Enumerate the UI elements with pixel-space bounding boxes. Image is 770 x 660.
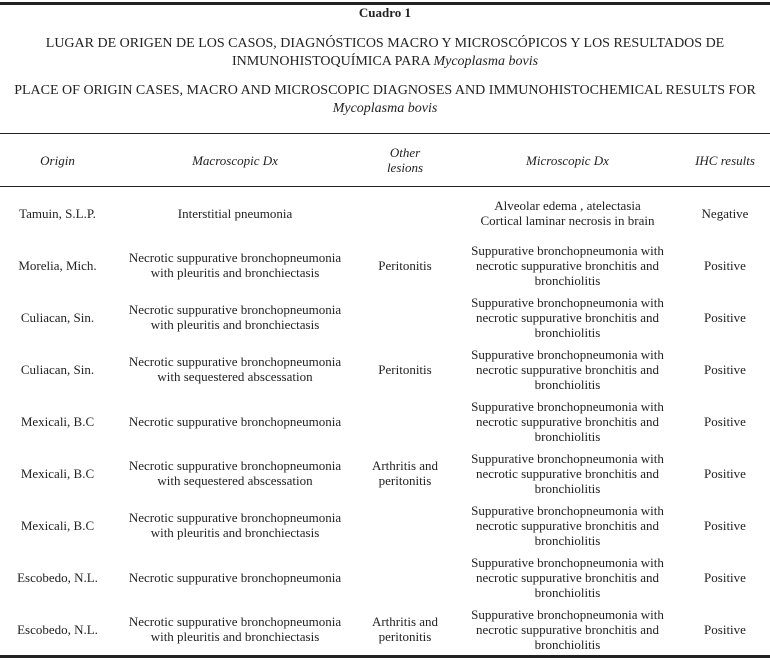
table-row — [0, 187, 770, 240]
table-row — [0, 499, 770, 551]
microscopic-cell: Suppurative bronchopneumonia with necrotic suppurative bronchitis and bronchiolitis — [471, 294, 664, 340]
other-lesions-cell: Peritonitis — [378, 361, 432, 377]
table-row — [0, 551, 770, 603]
title-spanish — [0, 35, 770, 71]
origin-cell: Mexicali, B.C — [20, 413, 95, 429]
col-origin: Origin — [40, 152, 75, 168]
col-other-lesions: Other lesions — [386, 145, 424, 175]
ihc-cell: Positive — [704, 257, 746, 273]
macroscopic-cell: Necrotic suppurative bronchopneumonia — [128, 413, 342, 429]
ihc-cell: Positive — [704, 569, 746, 585]
title-english — [0, 82, 770, 118]
macroscopic-cell: Necrotic suppurative bronchopneumonia with pleuritis and bronchiectasis — [128, 302, 342, 332]
microscopic-cell: Suppurative bronchopneumonia with necrotic suppurative bronchitis and bronchiolitis — [471, 554, 664, 600]
title-english-text: PLACE OF ORIGIN CASES, MACRO AND MICROSCOPIC DIAGNOSES AND IMMUNOHISTOCHEMICAL RESULTS FOR — [14, 83, 756, 98]
macroscopic-cell: Necrotic suppurative bronchopneumonia with pleuritis and bronchiectasis — [128, 510, 342, 540]
header-row — [0, 134, 770, 187]
microscopic-cell: Suppurative bronchopneumonia with necrotic suppurative bronchitis and bronchiolitis — [471, 398, 664, 444]
origin-cell: Escobedo, N.L. — [17, 621, 98, 637]
table-row — [0, 395, 770, 447]
col-microscopic: Microscopic Dx — [526, 152, 609, 168]
macroscopic-cell: Necrotic suppurative bronchopneumonia with pleuritis and bronchiectasis — [128, 614, 342, 644]
ihc-cell: Positive — [704, 413, 746, 429]
other-lesions-cell: Arthritis and peritonitis — [371, 614, 439, 644]
macroscopic-cell: Necrotic suppurative bronchopneumonia — [128, 569, 342, 585]
col-macroscopic: Macroscopic Dx — [192, 152, 278, 168]
origin-cell: Culiacan, Sin. — [20, 309, 95, 325]
microscopic-cell: Suppurative bronchopneumonia with necrotic suppurative bronchitis and bronchiolitis — [471, 450, 664, 496]
microscopic-cell: Suppurative bronchopneumonia with necrotic suppurative bronchitis and bronchiolitis — [471, 606, 664, 652]
ihc-cell: Positive — [704, 621, 746, 637]
microscopic-cell: Suppurative bronchopneumonia with necrotic suppurative bronchitis and bronchiolitis — [471, 242, 664, 288]
origin-cell: Mexicali, B.C — [20, 465, 95, 481]
macroscopic-cell: Necrotic suppurative bronchopneumonia with pleuritis and bronchiectasis — [128, 250, 342, 280]
origin-cell: Morelia, Mich. — [18, 257, 97, 273]
title-spanish-species: Mycoplasma bovis — [433, 54, 539, 69]
table-row — [0, 343, 770, 395]
other-lesions-cell — [355, 395, 455, 447]
title-spanish-text: LUGAR DE ORIGEN DE LOS CASOS, DIAGNÓSTICOS MACRO Y MICROSCÓPICOS Y LOS RESULTADOS DE INMUNOHISTOQUÍMICA PARA — [45, 36, 725, 69]
col-ihc: IHC results — [695, 152, 755, 168]
other-lesions-cell — [355, 291, 455, 343]
microscopic-cell: Suppurative bronchopneumonia with necrotic suppurative bronchitis and bronchiolitis — [471, 346, 664, 392]
microscopic-cell: Alveolar edema , atelectasia Cortical laminar necrosis in brain — [480, 198, 655, 228]
origin-cell: Tamuin, S.L.P. — [19, 205, 96, 221]
origin-cell: Mexicali, B.C — [20, 517, 95, 533]
table-row — [0, 239, 770, 291]
ihc-cell: Positive — [704, 465, 746, 481]
title-english-species: Mycoplasma bovis — [332, 101, 438, 116]
table-row — [0, 603, 770, 657]
ihc-cell: Positive — [704, 309, 746, 325]
other-lesions-cell — [355, 499, 455, 551]
other-lesions-cell — [355, 551, 455, 603]
origin-cell: Culiacan, Sin. — [20, 361, 95, 377]
table-row — [0, 291, 770, 343]
table-row — [0, 447, 770, 499]
macroscopic-cell: Necrotic suppurative bronchopneumonia with sequestered abscessation — [128, 458, 342, 488]
other-lesions-cell: Peritonitis — [378, 257, 432, 273]
ihc-cell: Negative — [701, 205, 749, 221]
macroscopic-cell: Interstitial pneumonia — [177, 205, 293, 221]
macroscopic-cell: Necrotic suppurative bronchopneumonia with sequestered abscessation — [128, 354, 342, 384]
results-table — [0, 133, 770, 658]
microscopic-cell: Suppurative bronchopneumonia with necrotic suppurative bronchitis and bronchiolitis — [471, 502, 664, 548]
other-lesions-cell: Arthritis and peritonitis — [371, 458, 439, 488]
ihc-cell: Positive — [704, 361, 746, 377]
other-lesions-cell — [355, 187, 455, 240]
table-caption: Cuadro 1 — [358, 5, 412, 20]
ihc-cell: Positive — [704, 517, 746, 533]
origin-cell: Escobedo, N.L. — [17, 569, 98, 585]
